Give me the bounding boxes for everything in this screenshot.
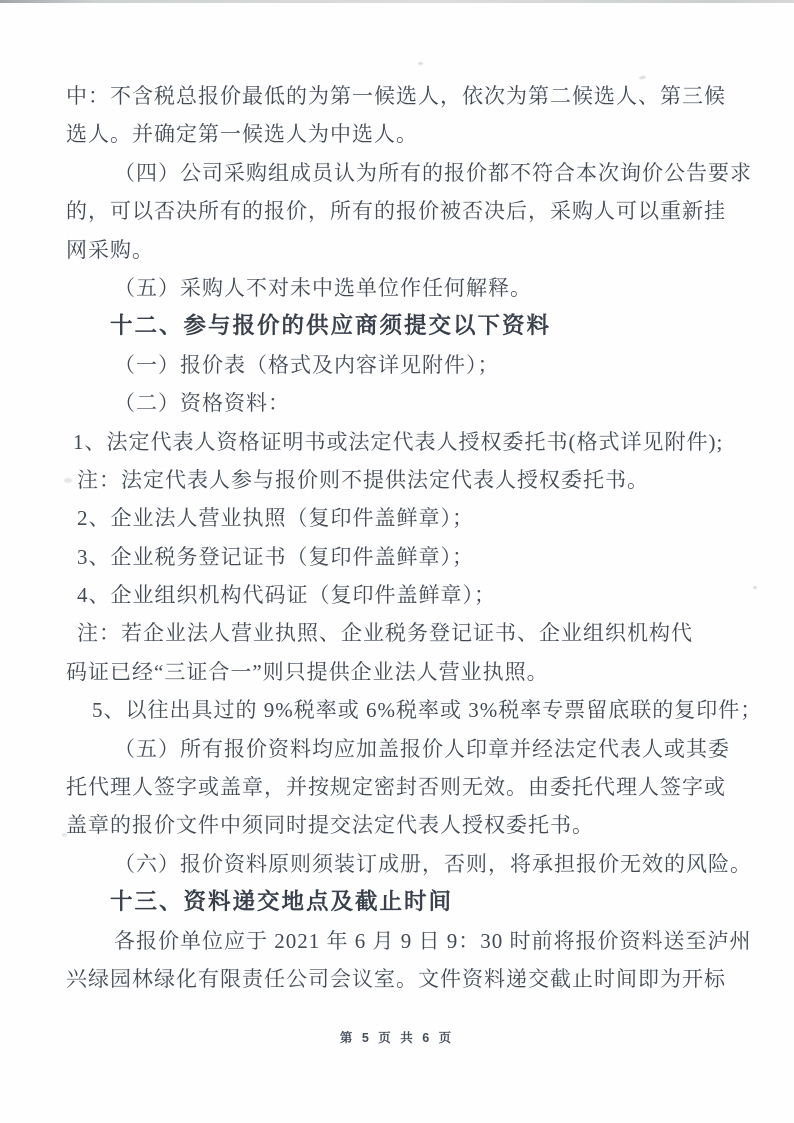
document-line: 中：不含税总报价最低的为第一候选人，依次为第二候选人、第三候 [66,84,726,108]
scan-artifact-top-edge [0,0,794,3]
document-line: 2、企业法人营业执照（复印件盖鲜章）； [77,506,474,531]
document-line: 1、法定代表人资格证明书或法定代表人授权委托书(格式详见附件); [73,429,724,454]
document-line: 盖章的报价文件中须同时提交法定代表人授权委托书。 [66,813,594,838]
document-line: （五）所有报价资料均应加盖报价人印章并经法定代表人或其委 [114,736,730,761]
document-line: 注：法定代表人参与报价则不提供法定代表人授权委托书。 [77,467,649,492]
document-line: （二）资格资料： [114,391,290,416]
document-line: 兴绿园林绿化有限责任公司会议室。文件资料递交截止时间即为开标 [66,966,726,991]
document-line: （五）采购人不对未中选单位作任何解释。 [114,275,532,300]
document-line: （四）公司采购组成员认为所有的报价都不符合本次询价公告要求 [114,160,752,185]
document-body [66,77,763,998]
document-line: （一）报价表（格式及内容详见附件）； [114,352,500,377]
page-number: 第 5 页 共 6 页 [339,1031,455,1045]
section-heading: 十三、资料递交地点及截止时间 [110,889,454,915]
document-line: 各报价单位应于 2021 年 6 月 9 日 9：30 时前将报价资料送至泸州 [114,928,752,953]
document-line: 注：若企业法人营业执照、企业税务登记证书、企业组织机构代 [77,621,693,646]
page-footer [0,1028,794,1046]
scan-speck [753,586,757,589]
scan-speck [62,833,67,837]
document-line: 选人。并确定第一候选人为中选人。 [66,122,418,147]
document-line: 码证已经“三证合一”则只提供企业法人营业执照。 [66,659,549,684]
document-line: 的，可以否决所有的报价，所有的报价被否决后，采购人可以重新挂 [66,199,726,224]
section-heading: 十二、参与报价的供应商须提交以下资料 [110,313,552,339]
document-line: （六）报价资料原则须装订成册，否则，将承担报价无效的风险。 [114,851,752,876]
scan-speck [64,478,72,483]
document-line: 网采购。 [66,237,154,262]
document-line: 3、企业税务登记证书（复印件盖鲜章）； [77,544,474,569]
document-line: 5、以往出具过的 9%税率或 6%税率或 3%税率专票留底联的复印件； [92,698,763,723]
document-line: 4、企业组织机构代码证（复印件盖鲜章）； [77,583,496,608]
document-line: 托代理人签字或盖章，并按规定密封否则无效。由委托代理人签字或 [66,775,726,800]
scan-speck [418,62,423,65]
